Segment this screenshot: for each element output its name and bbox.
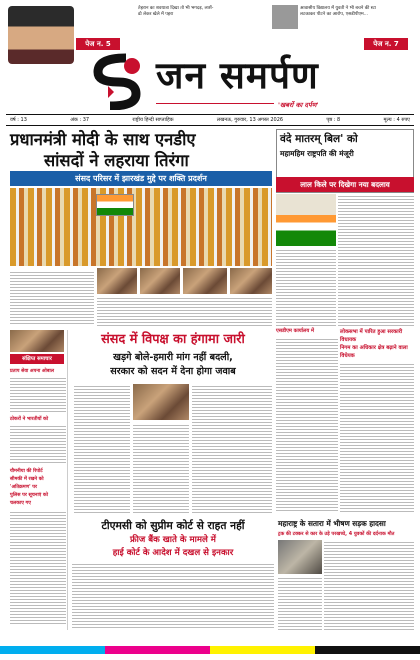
bottom-right-deck: ट्रक की टक्कर से कार के उड़े परखच्चे, 4 युवकों की दर्दनाक मौत	[278, 531, 395, 537]
info-pages: पृष्ठ : 8	[326, 117, 341, 123]
info-year: वर्ष : 13	[10, 117, 27, 123]
bottom-left-deck-2: हाई कोर्ट के आदेश में दखल से इनकार	[112, 548, 234, 558]
sidebar-h7[interactable]: चलकाए गए	[10, 501, 31, 506]
bottom-left-headline: टीएमसी को सुप्रीम कोर्ट से राहत नहीं	[101, 519, 245, 532]
bottom-right-photo	[278, 540, 322, 574]
masthead-title: जन समर्पण	[156, 54, 319, 97]
right-body	[338, 194, 414, 326]
mid-right-body-1	[276, 337, 338, 513]
columnist-photo	[8, 6, 74, 64]
info-price: मूल्य : 4 रुपए	[383, 117, 410, 123]
page-badge-right: पेज न. 7	[364, 38, 408, 50]
mid-right-col-left	[276, 328, 338, 513]
sidebar-h2[interactable]: ठोकरों ने भारतीयों को	[10, 417, 49, 422]
lead-small-photo-2	[140, 268, 180, 294]
sidebar-body-1	[10, 376, 66, 412]
sidebar-h3[interactable]: यौमनीया की रिपोर्ट	[10, 469, 43, 474]
bottom-right-body-2	[278, 576, 322, 630]
lead-photo-crowd	[10, 188, 272, 266]
mid-right-headline-2[interactable]: लोकसभा में पारित हुआ सरकारी विधायक	[340, 329, 403, 343]
right-headline-2: महामहिम राष्ट्रपति की मंजूरी	[280, 149, 354, 158]
sidebar-h4[interactable]: सीमकी में रखने को	[10, 477, 44, 482]
bottom-left-story[interactable]	[72, 518, 274, 636]
sidebar-body-3	[10, 510, 66, 626]
bottom-left-deck-1: फ्रीज बैंक खाते के मामले में	[130, 535, 216, 545]
mid-right-body-2	[340, 362, 414, 514]
print-color-bar	[0, 646, 420, 654]
sidebar-header: संक्षिप्त समाचार	[10, 354, 64, 364]
bottom-right-body	[324, 540, 414, 630]
sidebar-h1[interactable]: प्रताप सेवा अपना ओबाल	[10, 369, 55, 374]
center-body-col-2	[133, 423, 189, 514]
center-headline[interactable]: संसद में विपक्ष का हंगामा जारी	[101, 332, 245, 347]
right-photo	[276, 194, 336, 246]
info-bar	[6, 114, 414, 126]
center-deck-2: सरकार को सदन में देना होगा जवाब	[110, 366, 236, 377]
tagline-rule	[156, 103, 274, 104]
masthead-tagline: 'खबरों का दर्पण'	[278, 101, 319, 109]
bottom-right-story[interactable]	[278, 518, 414, 636]
bottom-right-headline: महाराष्ट्र के सतारा में भीषण सड़क हादसा	[278, 519, 386, 528]
bottom-left-body	[72, 562, 274, 630]
info-place-date: लखनऊ, गुरुवार, 13 अगस्त 2026	[216, 117, 284, 123]
sidebar-h5[interactable]: 'अतिक्रमण' पर	[10, 485, 37, 490]
right-body-2	[276, 248, 336, 326]
lead-body-col-2	[97, 296, 272, 326]
center-body-col-3	[192, 384, 272, 514]
logo-mark	[88, 52, 152, 110]
lead-subhead: संसद परिसर में झारखंड मुद्दे पर शक्ति प्रदर्शन	[10, 171, 272, 186]
info-issue: अंक : 37	[70, 117, 90, 123]
lead-small-photo-1	[97, 268, 137, 294]
page-badge-left: पेज न. 5	[76, 38, 120, 50]
teaser-right[interactable]: आवासीय विद्यालय में युवती ने भी बचने की स्टा लटकाकर पीटने का आरोप, एसडीपीएम...	[300, 6, 376, 17]
mid-right-headline-3: निगम का अधिकार क्षेत्र बढ़ाने वाला विधेयक	[340, 345, 408, 359]
teaser-left[interactable]: तेहरान का शवयात्रा दिखा तो भी भगदड़, लाशें- ढो लेकर खेले में पहरा	[138, 6, 214, 17]
sidebar	[6, 330, 68, 630]
lead-small-photo-3	[183, 268, 227, 294]
sidebar-h6[interactable]: पुलिस पर सूचनाएं को	[10, 493, 48, 498]
lead-headline[interactable]: प्रधानमंत्री मोदी के साथ एनडीए सांसदों ने लहराया तिरंगा	[10, 130, 196, 170]
center-body-col-1	[74, 384, 130, 514]
right-headline-1: वंदे मातरम् बिल' को	[280, 133, 358, 145]
lead-body-col-1	[10, 270, 94, 325]
lead-photo-flag	[96, 194, 134, 216]
center-deck-1: खड़गे बोले-हमारी मांग नहीं बदली,	[113, 352, 233, 363]
center-photo	[133, 384, 189, 420]
right-subhead: लाल किले पर दिखेगा नया बदलाव	[276, 177, 414, 192]
sidebar-photo	[10, 330, 64, 352]
sidebar-body-2	[10, 424, 66, 464]
mid-right-headline-1[interactable]: एसडीएम कार्यालय में	[276, 328, 314, 334]
info-type: राष्ट्रीय हिन्दी साप्ताहिक	[132, 117, 174, 123]
teaser-left-photo	[272, 5, 298, 29]
masthead	[0, 0, 420, 115]
lead-small-photo-4	[230, 268, 272, 294]
